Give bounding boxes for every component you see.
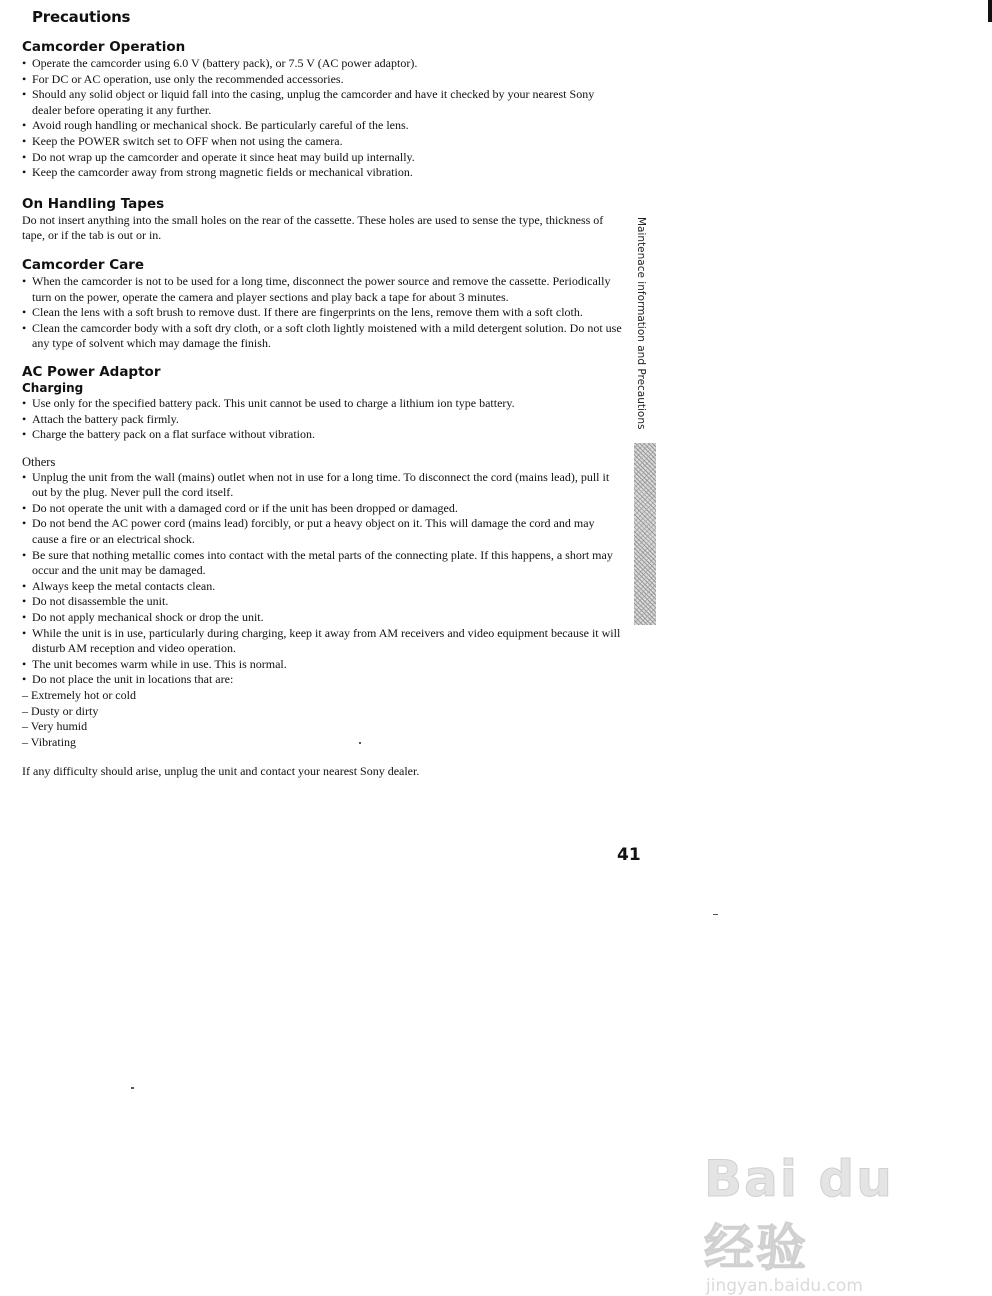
list-item-text: Do not bend the AC power cord (mains lead) forcibly, or put a heavy object on it. This will damage the cord and may cause a fire or an electrical shock. xyxy=(32,516,595,547)
bullet-dot: • xyxy=(22,469,27,484)
section-handling-tapes xyxy=(22,195,622,244)
subsection-heading-charging: Charging xyxy=(22,380,84,395)
bullet-dot: • xyxy=(22,594,27,609)
dash-list-item: – Vibrating xyxy=(22,734,77,749)
side-tab-label xyxy=(629,217,649,447)
paragraph: Do not insert anything into the small holes on the rear of the cassette. These holes are used to sense the type, thickness of tape, or if the tab is out or in. xyxy=(22,212,604,243)
list-item xyxy=(22,87,622,118)
bullet-dot: • xyxy=(22,547,27,562)
bullet-dot: • xyxy=(22,411,27,426)
bullet-dot: • xyxy=(22,118,27,133)
bullet-dot: • xyxy=(22,578,27,593)
section-camcorder-care xyxy=(22,256,622,352)
section-heading: AC Power Adaptor xyxy=(22,363,161,380)
list-item-text: Attach the battery pack firmly. xyxy=(32,411,179,426)
bullet-list xyxy=(22,274,622,352)
bullet-dot: • xyxy=(22,56,27,70)
watermark-url: jingyan.baidu.com xyxy=(706,1276,863,1296)
bullet-dot: • xyxy=(22,625,27,640)
list-item xyxy=(22,56,622,72)
dash-list-item: – Very humid xyxy=(22,719,88,734)
bullet-dot: • xyxy=(22,672,27,687)
section-camcorder-operation xyxy=(22,38,622,181)
list-item xyxy=(22,610,622,626)
page-title: Precautions xyxy=(32,8,131,26)
dash-list-item: – Dusty or dirty xyxy=(22,703,99,718)
section-heading: Camcorder Operation xyxy=(22,39,186,55)
list-item-text: Keep the POWER switch set to OFF when not using the camera. xyxy=(32,133,343,148)
list-item xyxy=(22,548,622,579)
bullet-list xyxy=(22,396,622,443)
bullet-dot: • xyxy=(22,500,27,515)
list-item-text: Be sure that nothing metallic comes into contact with the metal parts of the connecting plate. If this happens, a short may occur and the unit may be damaged. xyxy=(32,547,613,578)
scan-speck xyxy=(713,914,718,915)
list-item xyxy=(22,470,622,501)
bullet-dot: • xyxy=(22,149,27,164)
list-item xyxy=(22,579,622,595)
list-item-text: Always keep the metal contacts clean. xyxy=(32,578,216,593)
list-item xyxy=(22,501,622,517)
bullet-list xyxy=(22,470,622,688)
list-item-text: Do not wrap up the camcorder and operate it since heat may build up internally. xyxy=(32,149,415,164)
list-item-text: Avoid rough handling or mechanical shock. Be particularly careful of the lens. xyxy=(32,118,409,133)
bullet-dot: • xyxy=(22,133,27,148)
bullet-dot: • xyxy=(22,427,27,442)
list-item xyxy=(22,150,622,166)
list-item-text: Clean the camcorder body with a soft dry cloth, or a soft cloth lightly moistened with a mild detergent solution. Do not use any type of solvent which may damage the finish. xyxy=(32,320,622,351)
bullet-dot: • xyxy=(22,516,27,531)
bullet-dot: • xyxy=(22,165,27,180)
list-item-text: Operate the camcorder using 6.0 V (battery pack), or 7.5 V (AC power adaptor). xyxy=(32,56,418,70)
side-tab-text: Maintenace information and Precautions xyxy=(635,217,647,430)
list-item xyxy=(22,594,622,610)
list-item-text: Use only for the specified battery pack. This unit cannot be used to charge a lithium ion type battery. xyxy=(32,395,515,410)
scan-speck xyxy=(359,742,361,744)
list-item xyxy=(22,672,622,688)
list-item xyxy=(22,396,622,412)
scan-speck xyxy=(131,1087,134,1089)
section-heading: Camcorder Care xyxy=(22,256,145,273)
dash-list xyxy=(22,688,622,750)
list-item-text: Should any solid object or liquid fall into the casing, unplug the camcorder and have it checked by your nearest Sony dealer before operating it any further. xyxy=(32,87,595,117)
dash-list-item: – Extremely hot or cold xyxy=(22,688,136,702)
list-item xyxy=(22,305,622,321)
bullet-dot: • xyxy=(22,656,27,671)
bullet-dot: • xyxy=(22,71,27,86)
subsection-heading-others: Others xyxy=(22,454,56,469)
list-item xyxy=(22,165,622,181)
page-number: 41 xyxy=(617,845,641,865)
list-item xyxy=(22,118,622,134)
list-item-text: The unit becomes warm while in use. This is normal. xyxy=(32,656,287,671)
main-content xyxy=(22,38,622,780)
list-item xyxy=(22,412,622,428)
list-item xyxy=(22,516,622,547)
bullet-dot: • xyxy=(22,273,27,288)
list-item-text: Do not apply mechanical shock or drop the unit. xyxy=(32,610,264,625)
section-ac-power-adaptor xyxy=(22,363,622,750)
list-item-text: Do not disassemble the unit. xyxy=(32,594,169,609)
list-item-text: When the camcorder is not to be used for a long time, disconnect the power source and remove the cassette. Periodically turn on the power, operate the camera and player sections and play back a tape for about 3 minutes. xyxy=(32,273,611,304)
closing-note: If any difficulty should arise, unplug the unit and contact your nearest Sony dealer. xyxy=(22,764,420,779)
list-item xyxy=(22,427,622,443)
watermark xyxy=(704,1150,954,1296)
list-item xyxy=(22,72,622,88)
list-item xyxy=(22,657,622,673)
list-item-text: Unplug the unit from the wall (mains) outlet when not in use for a long time. To disconnect the cord (mains lead), pull it out by the plug. Never pull the cord itself. xyxy=(32,469,610,500)
side-tab-marker xyxy=(634,443,656,625)
bullet-dot: • xyxy=(22,610,27,625)
list-item xyxy=(22,134,622,150)
list-item xyxy=(22,626,622,657)
bullet-dot: • xyxy=(22,320,27,335)
list-item-text: Do not place the unit in locations that are: xyxy=(32,672,234,687)
list-item-text: Do not operate the unit with a damaged cord or if the unit has been dropped or damaged. xyxy=(32,500,458,515)
list-item xyxy=(22,321,622,352)
list-item-text: While the unit is in use, particularly during charging, keep it away from AM receivers and video equipment because it will disturb AM reception and video operation. xyxy=(32,625,621,656)
bullet-dot: • xyxy=(22,395,27,410)
bullet-dot: • xyxy=(22,305,27,320)
scan-edge-mark xyxy=(988,0,992,22)
list-item xyxy=(22,274,622,305)
list-item-text: Keep the camcorder away from strong magnetic fields or mechanical vibration. xyxy=(32,165,413,180)
bullet-list xyxy=(22,56,622,181)
list-item-text: Clean the lens with a soft brush to remove dust. If there are fingerprints on the lens, remove them with a soft cloth. xyxy=(32,305,583,320)
bullet-dot: • xyxy=(22,87,27,102)
list-item-text: Charge the battery pack on a flat surface without vibration. xyxy=(32,427,316,442)
watermark-logo: Bai du 经验 xyxy=(704,1150,894,1277)
list-item-text: For DC or AC operation, use only the recommended accessories. xyxy=(32,71,344,86)
section-heading: On Handling Tapes xyxy=(22,195,165,212)
